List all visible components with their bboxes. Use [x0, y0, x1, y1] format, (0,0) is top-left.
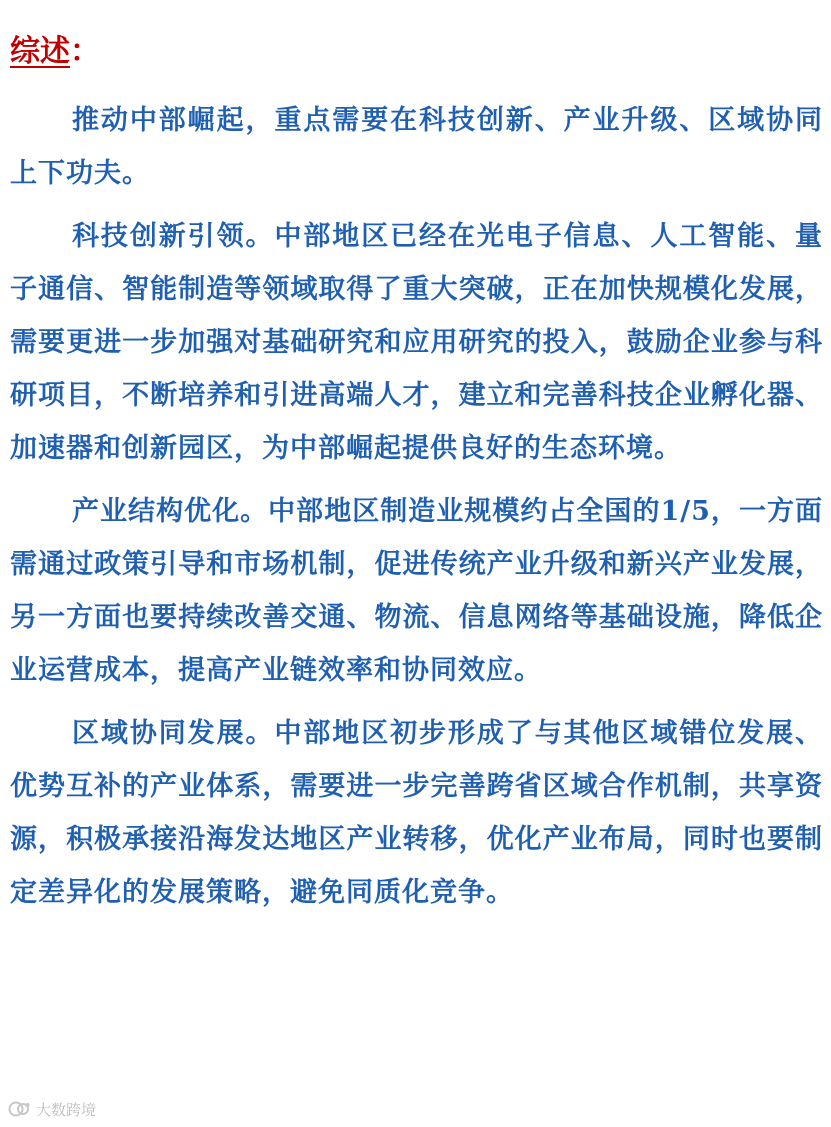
heading-title: 综述 — [10, 34, 70, 69]
paragraph-intro: 推动中部崛起，重点需要在科技创新、产业升级、区域协同上下功夫。 — [10, 105, 823, 189]
logo-icon — [8, 1100, 32, 1118]
heading-colon: ： — [70, 34, 100, 69]
watermark-text: 大数跨境 — [36, 1100, 97, 1119]
paragraph-industry-structure: 产业结构优化。中部地区制造业规模约占全国的1/5，一方面需通过政策引导和市场机制，促进传统产业升级和新兴产业发展，另一方面也要持续改善交通、物流、信息网络等基础设施，降低企业运营成本，提高产业链效率和协同效应。 — [10, 496, 823, 686]
watermark — [8, 1098, 96, 1120]
paragraph-regional-coordination: 区域协同发展。中部地区初步形成了与其他区域错位发展、优势互补的产业体系，需要进一步完善跨省区域合作机制，共享资源，积极承接沿海发达地区产业转移，优化产业布局，同时也要制定差异化的发展策略，避免同质化竞争。 — [10, 718, 823, 908]
paragraph-tech-innovation: 科技创新引领。中部地区已经在光电子信息、人工智能、量子通信、智能制造等领域取得了重大突破，正在加快规模化发展，需要更进一步加强对基础研究和应用研究的投入，鼓励企业参与科研项目，不断培养和引进高端人才，建立和完善科技企业孵化器、加速器和创新园区，为中部崛起提供良好的生态环境。 — [10, 221, 823, 464]
section-heading — [10, 30, 823, 74]
